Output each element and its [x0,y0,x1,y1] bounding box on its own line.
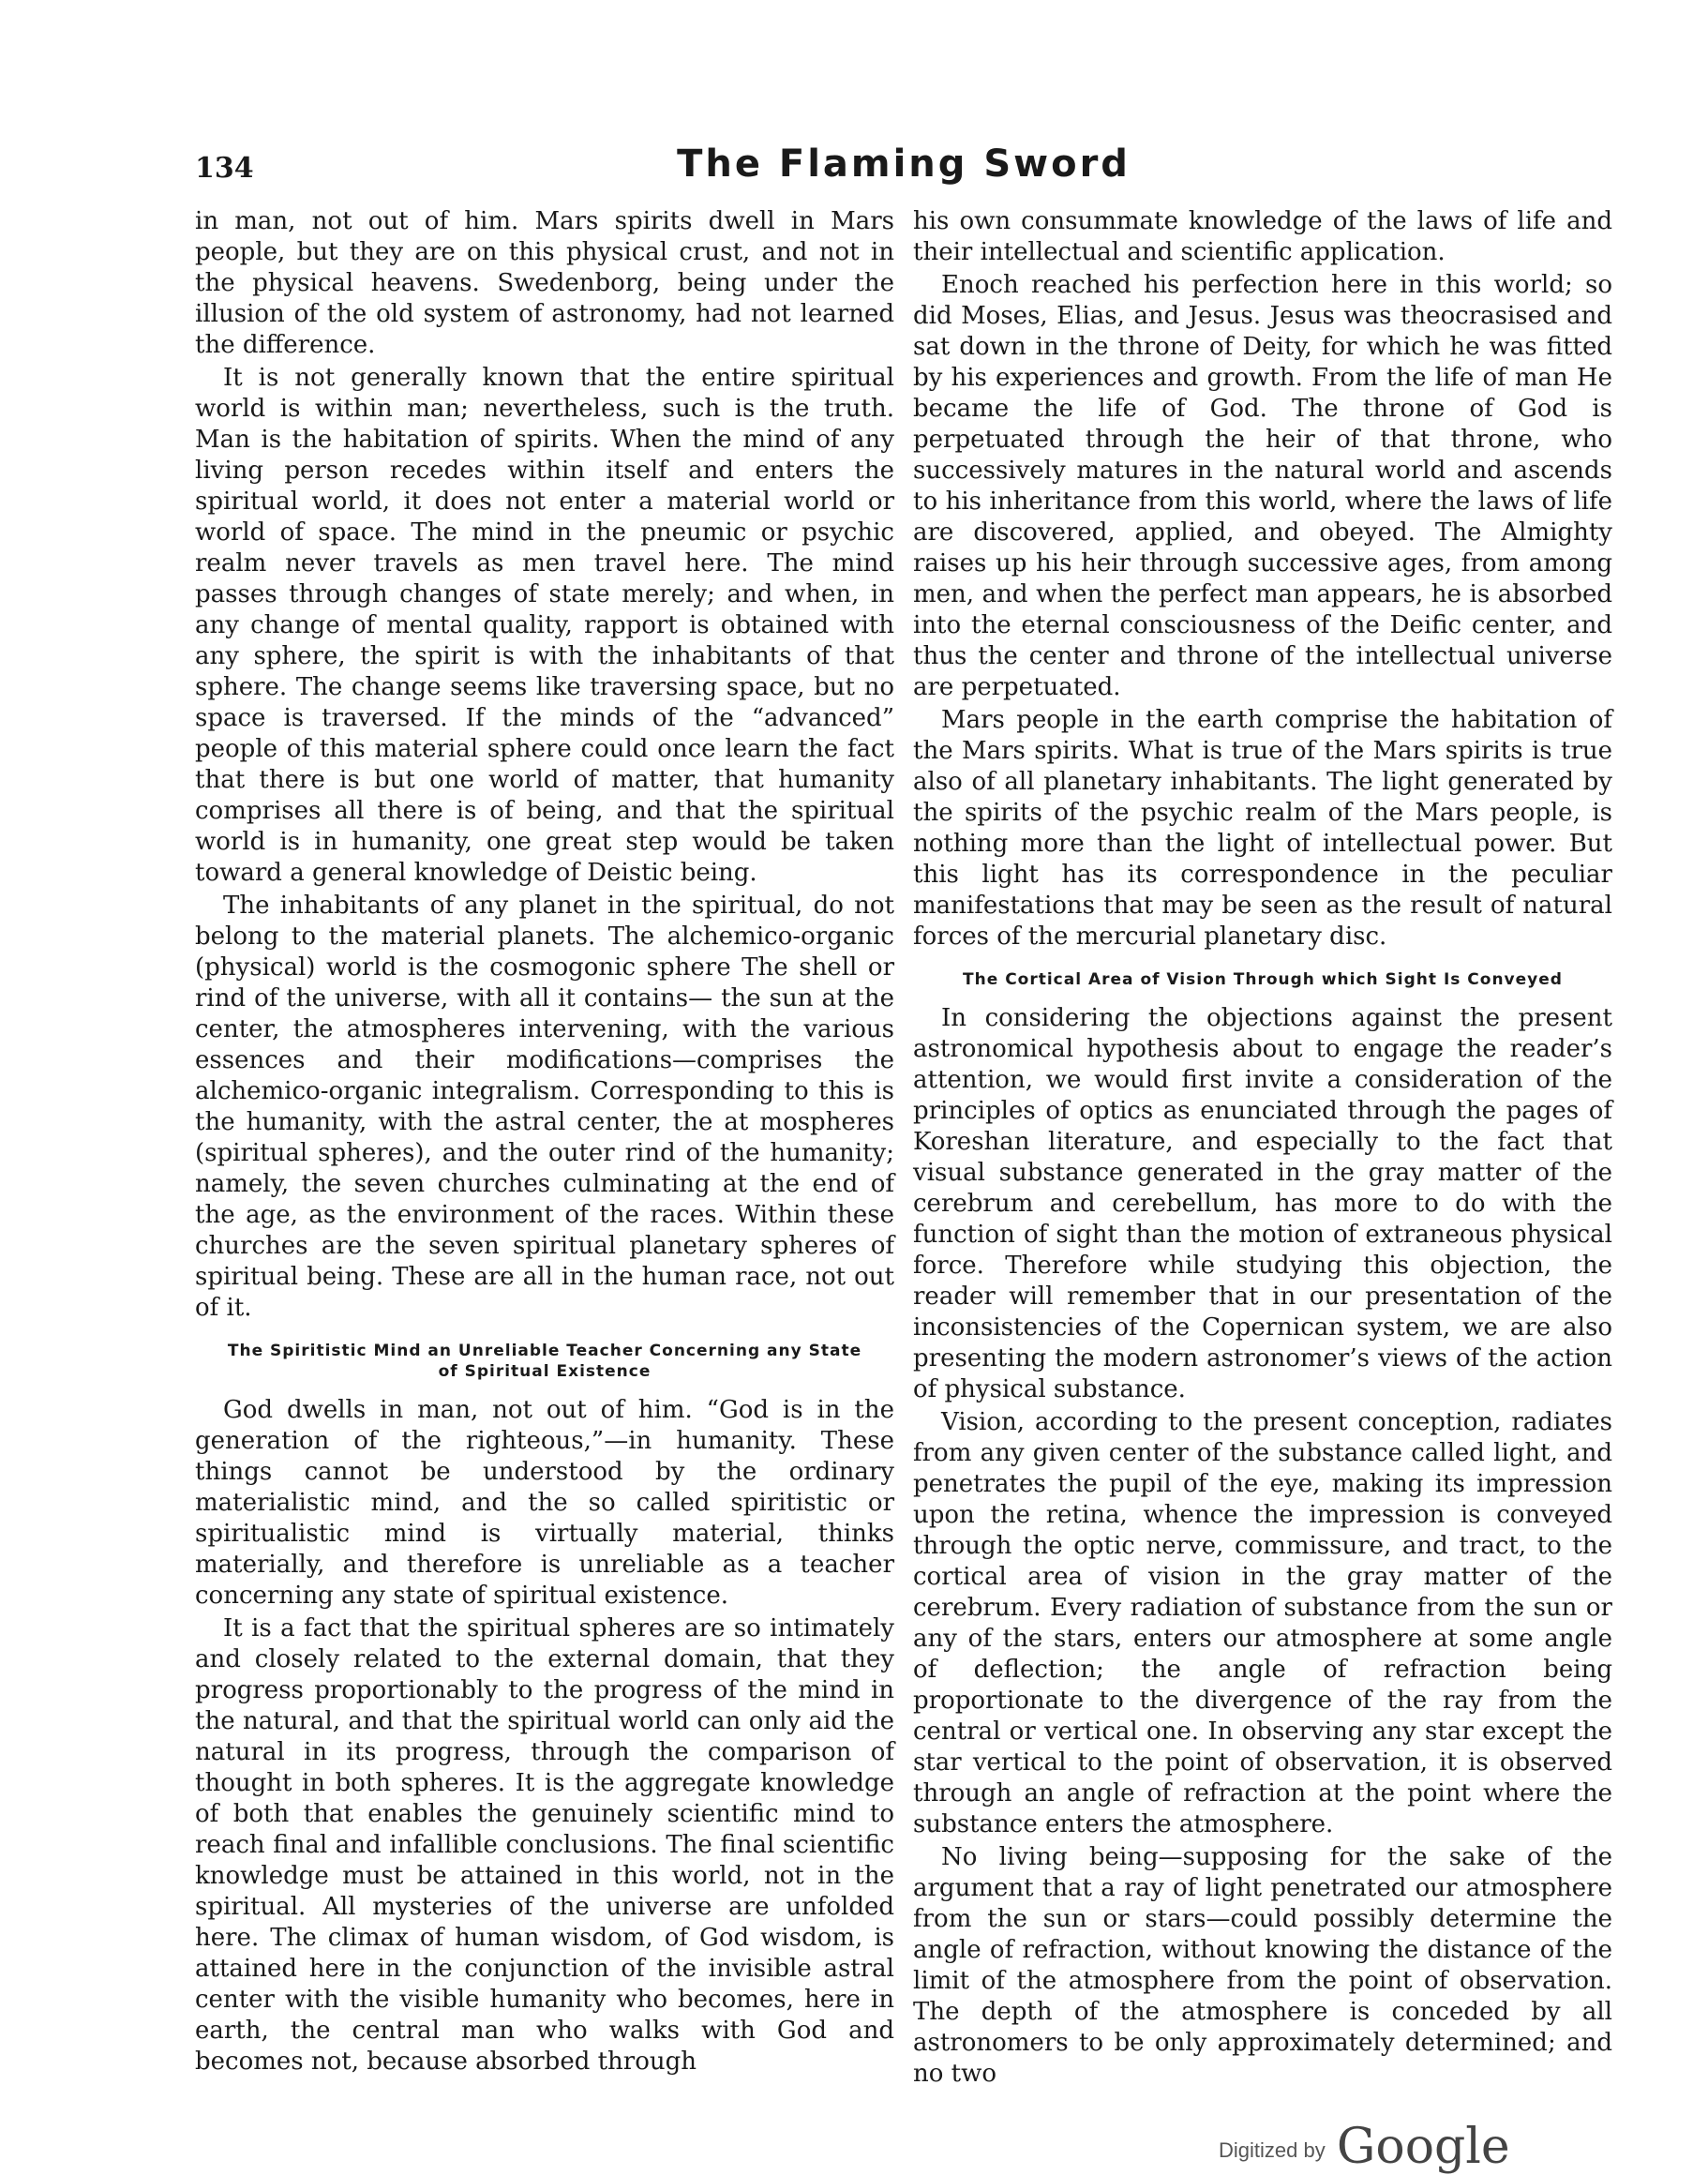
paragraph: No living being—supposing for the sake of the argument that a ray of light penetrated our atmosphere from the sun or stars—could possibly determine the angle of refraction, without knowing the distance of the limit of the atmosphere from the point of observation. The depth of the atmosphere is conceded by all astronomers to be only approximately determined; and no two [913,1843,1612,2088]
google-logo: Google [1336,2119,1510,2175]
paragraph: Vision, according to the present conception, radiates from any given center of the substance called light, and penetrates the pupil of the eye, making its impression upon the retina, whence the impression is conveyed through the optic nerve, commissure, and tract, to the cortical area of vision in the gray matter of the cerebrum. Every radiation of substance from the sun or any of the stars, enters our atmosphere at some angle of deflection; the angle of refraction being proportionate to the divergence of the ray from the central or vertical one. In observing any star except the star vertical to the point of observation, it is observed through an angle of refraction at the point where the substance enters the atmosphere. [913,1408,1612,1838]
paragraph: It is not generally known that the entire spiritual world is within man; nevertheless, such is the truth. Man is the habitation of spirits. When the mind of any living person recedes within itself and enters the spiritual world, it does not enter a material world or world of space. The mind in the pneumic or psychic realm never travels as men travel here. The mind passes through changes of state merely; and when, in any change of mental quality, rapport is obtained with any sphere, the spirit is with the inhabitants of that sphere. The change seems like traversing space, but no space is traversed. If the minds of the “advanced” people of this material sphere could once learn the fact that there is but one world of matter, that humanity comprises all there is of being, and that the spiritual world is in humanity, one great step would be taken toward a general knowledge of Deistic being. [195,364,894,887]
paragraph: God dwells in man, not out of him. “God is in the generation of the righteous,”—in humanity. These things cannot be understood by the ordinary materialistic mind, and the so called spiritistic or spiritualistic mind is virtually material, thinks materially, and therefore is unreliable as a teacher concerning any state of spiritual existence. [195,1396,894,1610]
paragraph: It is a fact that the spiritual spheres are so intimately and closely related to the external domain, that they progress proportionably to the progress of the mind in the natural, and that the spiritual world can only aid the natural in its progress, through the comparison of thought in both spheres. It is the aggregate knowledge of both that enables the genuinely scientific mind to reach final and infallible conclusions. The final scientific knowledge must be attained in this world, not in the spiritual. All mysteries of the universe are unfolded here. The climax of human wisdom, of God wisdom, is attained here in the conjunction of the invisible astral center with the visible humanity who becomes, here in earth, the central man who walks with God and becomes not, because absorbed through [195,1614,894,2076]
paragraph: Mars people in the earth comprise the habitation of the Mars spirits. What is true of the Mars spirits is true also of all planetary inhabitants. The light generated by the spirits of the psychic realm of the Mars people, is nothing more than the light of intellectual power. But this light has its correspondence in the peculiar manifestations that may be seen as the result of natural forces of the mercurial planetary disc. [913,706,1612,951]
page-header [195,142,1612,195]
section-subheading: The Cortical Area of Vision Through which Sight Is Conveyed [963,970,1563,989]
paragraph: his own consummate knowledge of the laws of life and their intellectual and scientific application. [913,207,1612,266]
watermark-text: Digitized by [1219,2138,1326,2162]
paragraph: In considering the objections against the present astronomical hypothesis about to engage the reader’s attention, we would first invite a consideration of the principles of optics as enunciated through the pages of Koreshan literature, and especially to the fact that visual substance generated in the gray matter of the cerebrum and cerebellum, has more to do with the function of sight than the motion of extraneous physical force. Therefore while studying this objection, the reader will remember that in our presentation of the inconsistencies of the Copernican system, we are also presenting the modern astronomer’s views of the action of physical substance. [913,1004,1612,1403]
right-column [913,206,1612,2090]
digitized-watermark [1219,2119,1510,2175]
left-column [195,206,894,2078]
paragraph: Enoch reached his perfection here in this world; so did Moses, Elias, and Jesus. Jesus was theocrasised and sat down in the throne of Deity, for which he was fitted by his experiences and growth. From the life of man He became the life of God. The throne of God is perpetuated through the heir of that throne, who successively matures in the natural world and ascends to his inheritance from this world, where the laws of life are discovered, applied, and obeyed. The Almighty raises up his heir through successive ages, from among men, and when the perfect man appears, he is absorbed into the eternal consciousness of the Deific center, and thus the center and throne of the intellectual universe are perpetuated. [913,271,1612,701]
paragraph: in man, not out of him. Mars spirits dwell in Mars people, but they are on this physical crust, and not in the physical heavens. Swedenborg, being under the illusion of the old system of astronomy, had not learned the difference. [195,207,894,359]
paragraph: The inhabitants of any planet in the spiritual, do not belong to the material planets. The alchemico-organic (physical) world is the cosmogonic sphere The shell or rind of the universe, with all it contains— the sun at the center, the atmospheres intervening, with the various essences and their modifications—comprises the alchemico-organic integralism. Corresponding to this is the humanity, with the astral center, the at mospheres (spiritual spheres), and the outer rind of the humanity; namely, the seven churches culminating at the end of the age, as the environment of the races. Within these churches are the seven spiritual planetary spheres of spiritual being. These are all in the human race, not out of it. [195,892,894,1322]
running-title: The Flaming Sword [677,142,1131,186]
page-number: 134 [195,152,254,185]
section-subheading: The Spiritistic Mind an Unreliable Teacher Concerning any State of Spiritual Existence [227,1342,862,1381]
